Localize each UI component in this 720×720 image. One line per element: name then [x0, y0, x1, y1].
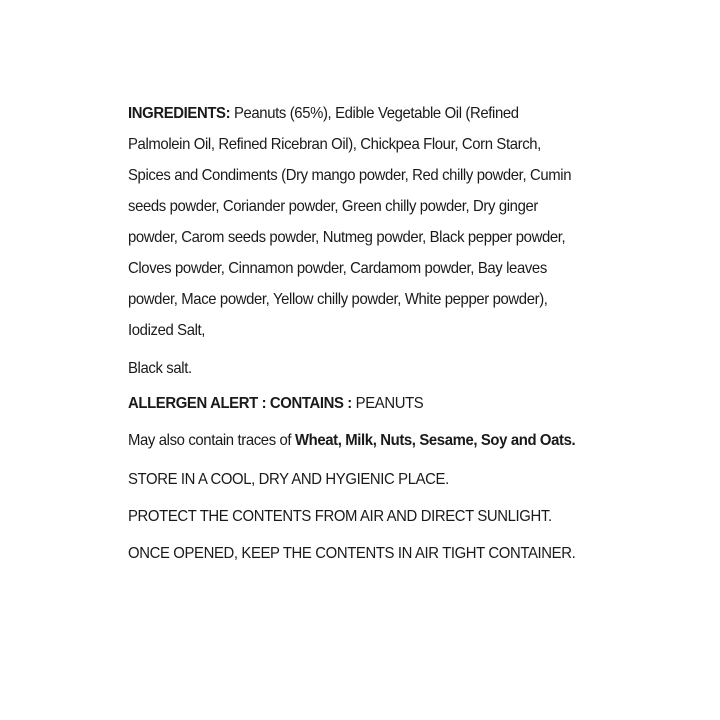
- ingredients-heading: INGREDIENTS:: [128, 105, 231, 122]
- ingredients-list: Peanuts (65%), Edible Vegetable Oil (Refined Palmolein Oil, Refined Ricebran Oil), Chickpea Flour, Corn Starch, Spices and Condiments (Dry mango powder, Red chilly powder, Cumin seeds powder, Coriander powder, Green chilly powder, Dry ginger powder, Carom seeds powder, Nutmeg powder, Black pepper powder, Cloves powder, Cinnamon powder, Cardamom powder, Bay leaves powder, Mace powder, Yellow chilly powder, White pepper powder), Iodized Salt,: [128, 105, 572, 339]
- storage-instruction: STORE IN A COOL, DRY AND HYGIENIC PLACE.: [128, 471, 449, 488]
- protect-instruction: PROTECT THE CONTENTS FROM AIR AND DIRECT SUNLIGHT.: [128, 508, 552, 525]
- ingredients-label-panel: [128, 98, 588, 569]
- traces-statement: [128, 425, 584, 456]
- traces-items: Wheat, Milk, Nuts, Sesame, Soy and Oats.: [294, 432, 576, 449]
- traces-prefix: May also contain traces of: [128, 432, 292, 449]
- allergen-heading: ALLERGEN ALERT : CONTAINS :: [128, 395, 352, 412]
- opened-instruction: ONCE OPENED, KEEP THE CONTENTS IN AIR TIGHT CONTAINER.: [128, 545, 576, 562]
- ingredients-paragraph: [128, 98, 584, 346]
- allergen-value: PEANUTS: [355, 395, 424, 412]
- ingredients-continuation: Black salt.: [128, 360, 192, 377]
- allergen-alert: [128, 388, 584, 419]
